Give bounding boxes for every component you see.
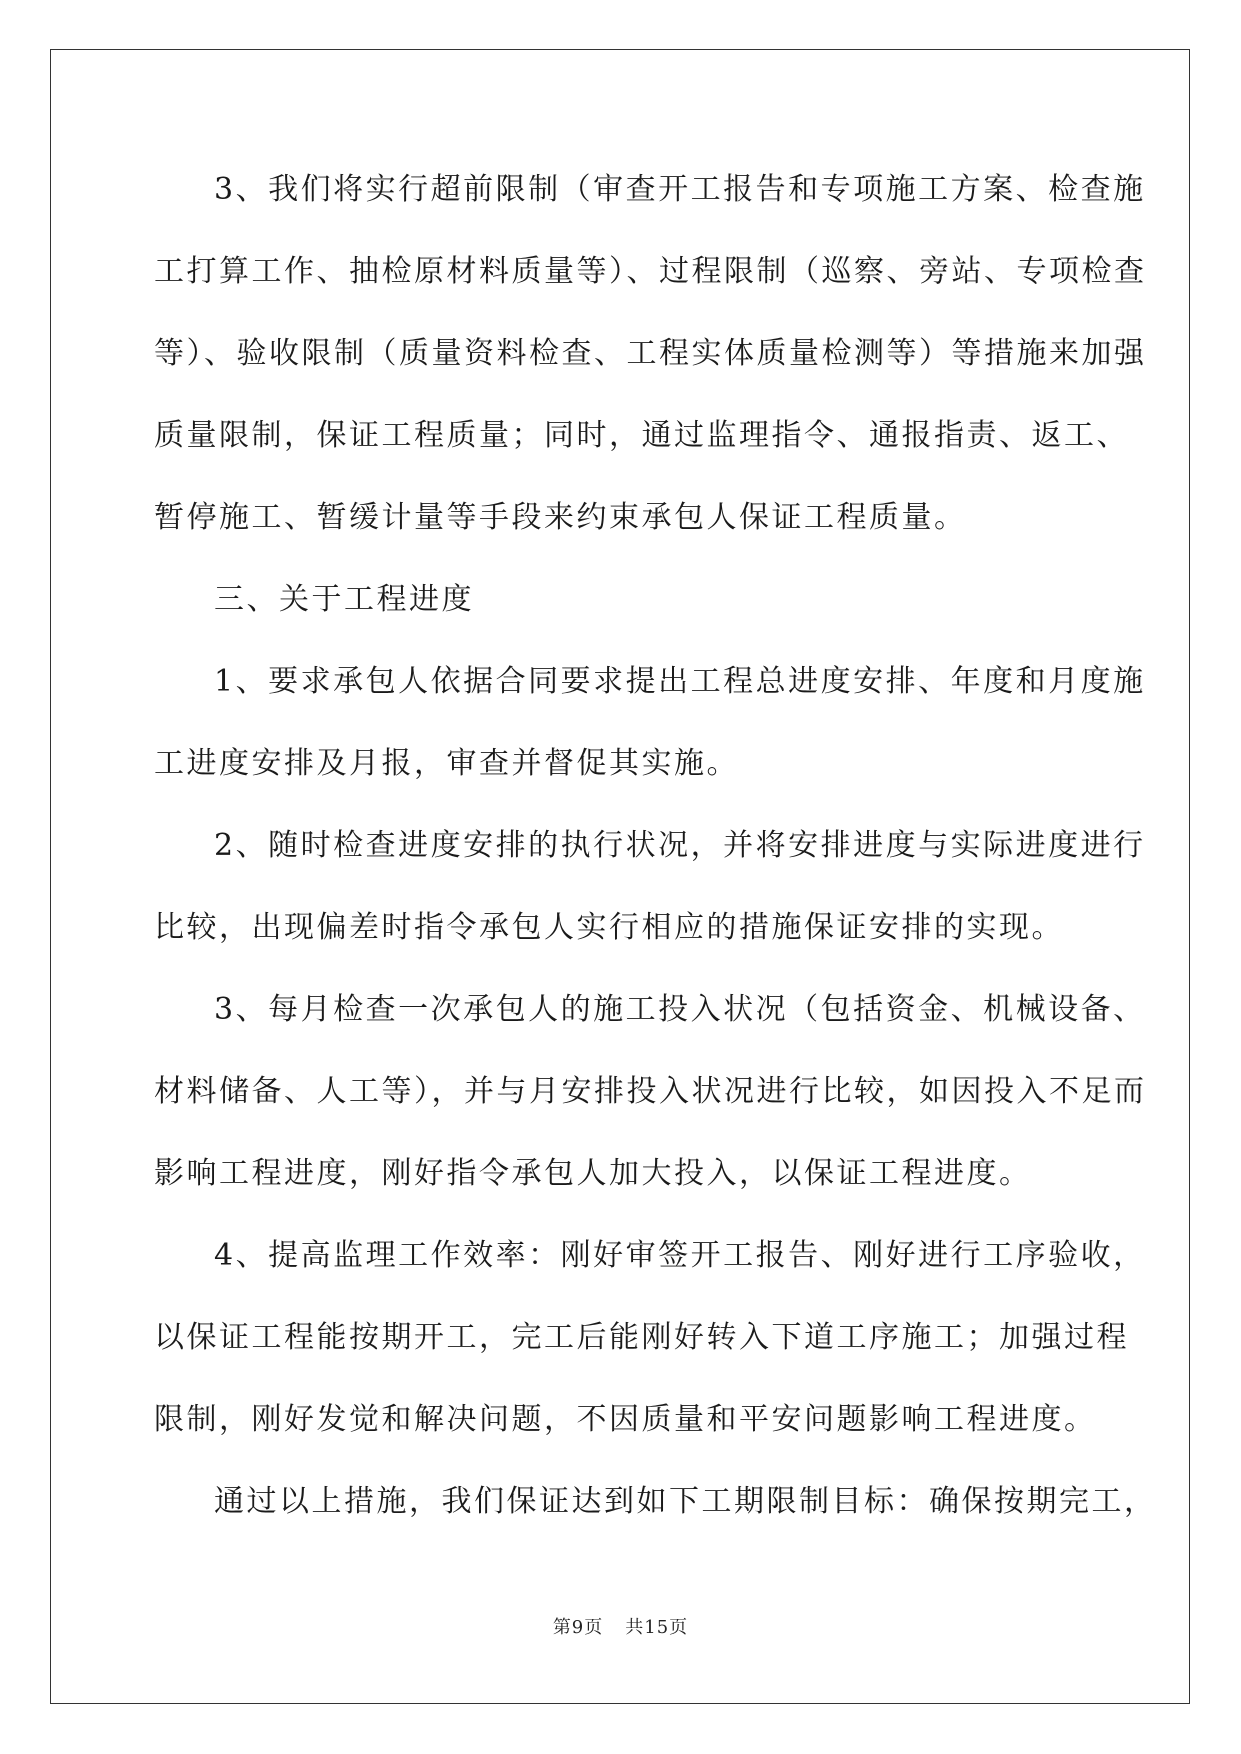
text-line: 1、要求承包人依据合同要求提出工程总进度安排、年度和月度施 — [214, 664, 1146, 699]
text-line: 影响工程进度，刚好指令承包人加大投入，以保证工程进度。 — [154, 1156, 1032, 1191]
text-line: 通过以上措施，我们保证达到如下工期限制目标：确保按期完工， — [214, 1484, 1157, 1519]
text-line: 质量限制，保证工程质量；同时，通过监理指令、通报指责、返工、 — [154, 418, 1129, 453]
page-total: 共15页 — [625, 1617, 689, 1638]
text-line: 工进度安排及月报，审查并督促其实施。 — [154, 746, 739, 781]
page-number: 第9页 — [552, 1617, 604, 1638]
text-line: 等）、验收限制（质量资料检查、工程实体质量检测等）等措施来加强 — [154, 336, 1147, 371]
text-line: 限制，刚好发觉和解决问题，不因质量和平安问题影响工程进度。 — [154, 1402, 1097, 1437]
document-body — [154, 162, 1157, 1556]
text-line: 比较，出现偏差时指令承包人实行相应的措施保证安排的实现。 — [154, 910, 1064, 945]
text-line: 2、随时检查进度安排的执行状况，并将安排进度与实际进度进行 — [214, 828, 1146, 863]
text-line: 材料储备、人工等），并与月安排投入状况进行比较，如因投入不足而 — [154, 1074, 1147, 1109]
section-heading: 三、关于工程进度 — [214, 582, 474, 617]
text-line: 3、每月检查一次承包人的施工投入状况（包括资金、机械设备、 — [214, 992, 1146, 1027]
text-line: 暂停施工、暂缓计量等手段来约束承包人保证工程质量。 — [154, 500, 967, 535]
text-line: 4、提高监理工作效率：刚好审签开工报告、刚好进行工序验收， — [214, 1238, 1146, 1273]
text-line: 3、我们将实行超前限制（审查开工报告和专项施工方案、检查施 — [214, 172, 1146, 207]
text-line: 工打算工作、抽检原材料质量等）、过程限制（巡察、旁站、专项检查 — [154, 254, 1147, 289]
page-footer — [0, 1613, 1241, 1639]
text-line: 以保证工程能按期开工，完工后能刚好转入下道工序施工；加强过程 — [154, 1320, 1129, 1355]
